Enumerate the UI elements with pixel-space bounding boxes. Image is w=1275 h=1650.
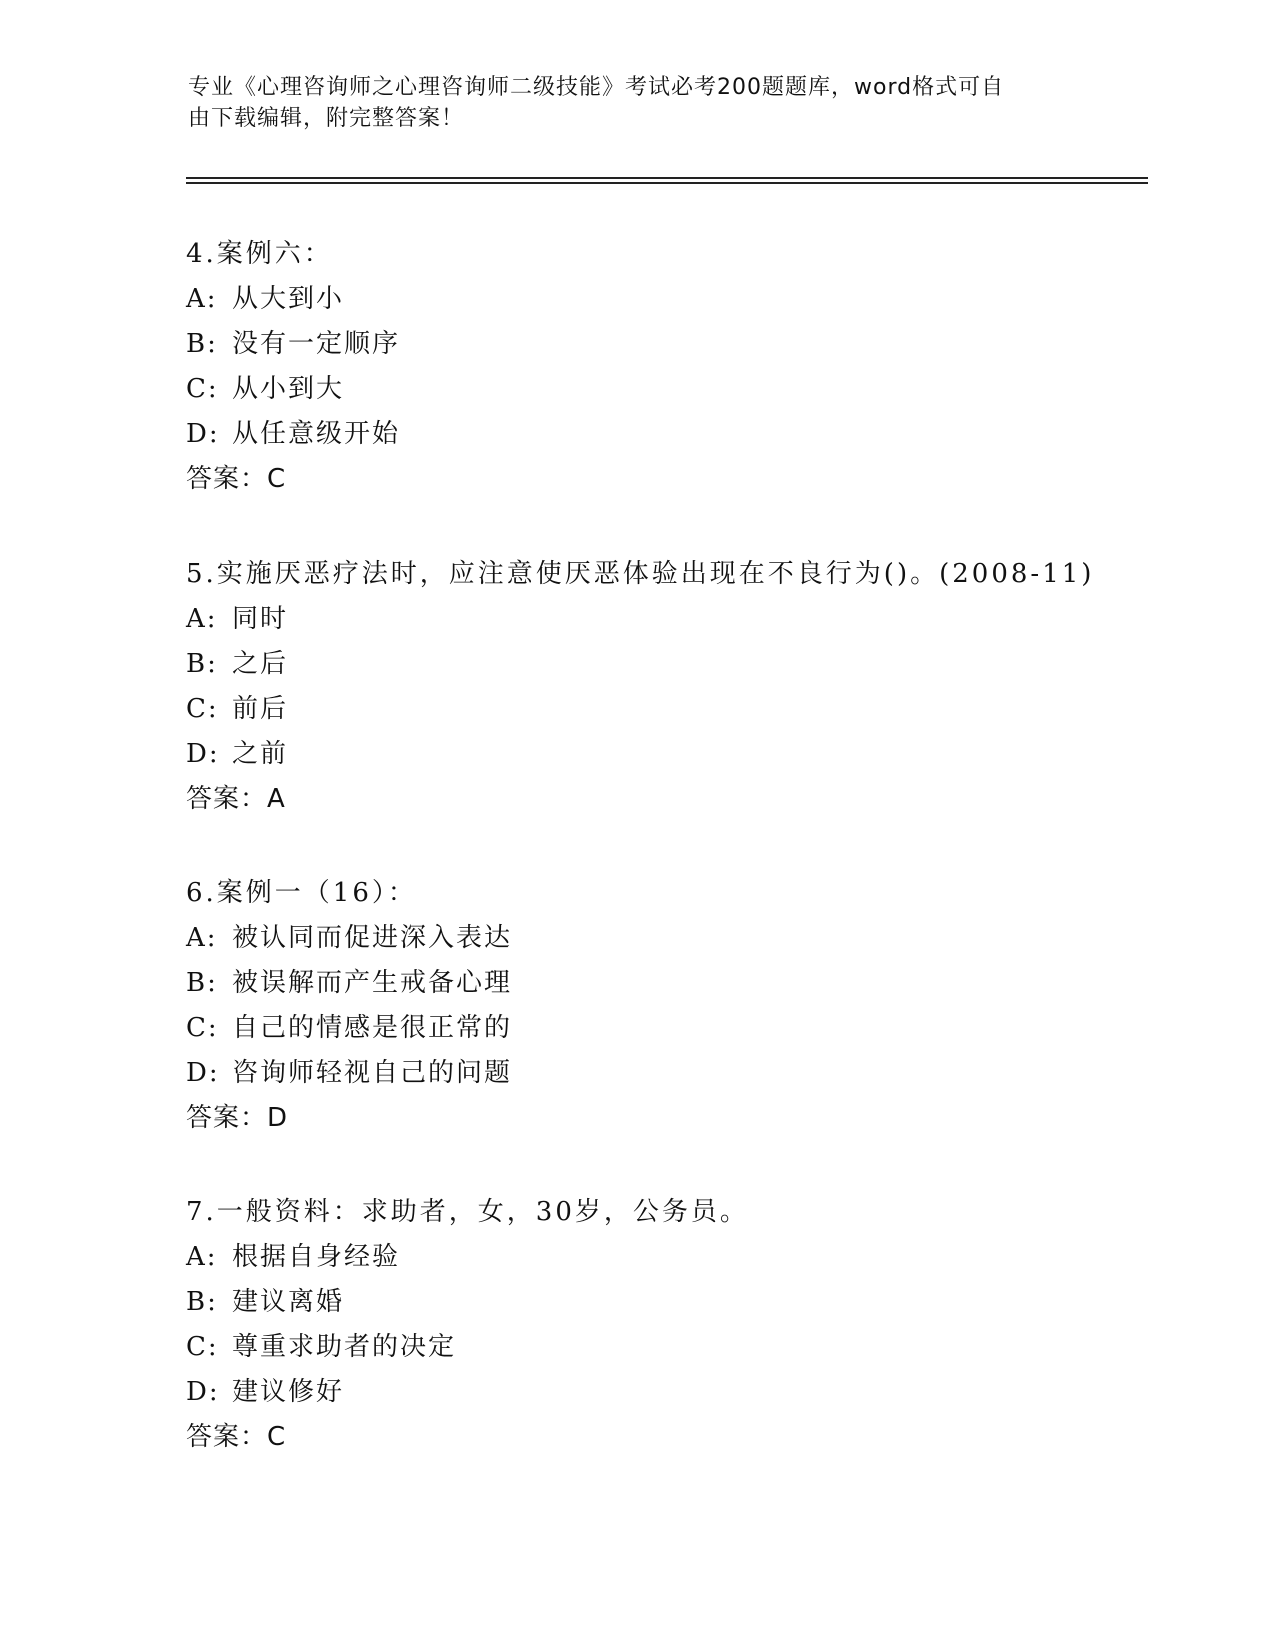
question-stem: 5.实施厌恶疗法时，应注意使厌恶体验出现在不良行为()。(2008-11) [186, 559, 1095, 589]
question-block [186, 1190, 1186, 1460]
option-a [186, 277, 1186, 322]
answer-line: 答案：C [186, 464, 287, 494]
option-d [186, 732, 1186, 777]
question-block [186, 871, 1186, 1141]
option-letter: D: [186, 419, 220, 449]
option-letter: B: [186, 968, 218, 998]
option-b [186, 642, 1186, 687]
header-line-2: 由下载编辑，附完整答案！ [188, 106, 465, 131]
option-b [186, 1280, 1186, 1325]
option-letter: A: [186, 604, 218, 634]
option-letter: D: [186, 739, 220, 769]
option-text: 被误解而产生戒备心理 [232, 968, 513, 998]
option-d [186, 1051, 1186, 1096]
option-letter: C: [186, 1013, 219, 1043]
option-d [186, 1370, 1186, 1415]
option-text: 之后 [232, 649, 289, 679]
option-text: 之前 [232, 739, 289, 769]
option-text: 自己的情感是很正常的 [232, 1013, 513, 1043]
option-text: 尊重求助者的决定 [232, 1332, 457, 1362]
document-header [188, 72, 1068, 134]
option-letter: C: [186, 374, 219, 404]
option-c [186, 687, 1186, 732]
answer-line: 答案：A [186, 784, 286, 814]
option-letter: D: [186, 1377, 220, 1407]
option-text: 前后 [232, 694, 289, 724]
option-letter: C: [186, 694, 219, 724]
option-text: 建议离婚 [232, 1287, 345, 1317]
option-text: 从大到小 [232, 284, 345, 314]
option-a [186, 597, 1186, 642]
option-letter: B: [186, 329, 218, 359]
option-letter: B: [186, 1287, 218, 1317]
option-text: 从任意级开始 [232, 419, 401, 449]
option-letter: A: [186, 284, 218, 314]
question-stem: 7.一般资料：求助者，女，30岁，公务员。 [186, 1197, 749, 1227]
header-divider-top [186, 177, 1148, 179]
answer-line: 答案：D [186, 1103, 289, 1133]
question-stem: 6.案例一（16）： [186, 878, 417, 908]
option-text: 咨询师轻视自己的问题 [232, 1058, 513, 1088]
option-letter: B: [186, 649, 218, 679]
option-a [186, 1235, 1186, 1280]
option-letter: A: [186, 923, 218, 953]
option-letter: A: [186, 1242, 218, 1272]
answer-line: 答案：C [186, 1422, 287, 1452]
question-block [186, 552, 1186, 822]
option-text: 同时 [232, 604, 289, 634]
header-divider-bottom [186, 182, 1148, 184]
question-block [186, 232, 1186, 502]
header-line-1: 专业《心理咨询师之心理咨询师二级技能》考试必考200题题库，word格式可自 [188, 75, 1005, 100]
option-b [186, 322, 1186, 367]
option-d [186, 412, 1186, 457]
option-letter: C: [186, 1332, 219, 1362]
option-c [186, 367, 1186, 412]
option-letter: D: [186, 1058, 220, 1088]
option-text: 没有一定顺序 [232, 329, 401, 359]
option-b [186, 961, 1186, 1006]
question-stem: 4.案例六： [186, 239, 333, 269]
option-c [186, 1325, 1186, 1370]
option-text: 根据自身经验 [232, 1242, 401, 1272]
option-c [186, 1006, 1186, 1051]
option-text: 从小到大 [232, 374, 345, 404]
option-text: 建议修好 [232, 1377, 345, 1407]
option-text: 被认同而促进深入表达 [232, 923, 513, 953]
option-a [186, 916, 1186, 961]
